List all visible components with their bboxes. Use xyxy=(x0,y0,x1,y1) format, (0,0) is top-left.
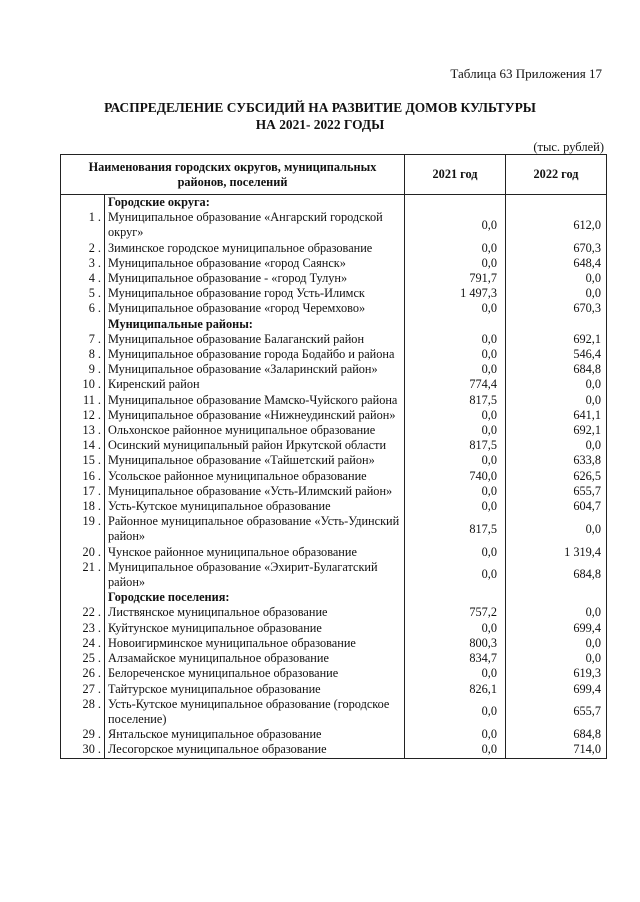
table-row xyxy=(61,256,607,271)
row-number: 24 . xyxy=(61,636,105,651)
row-name: Муниципальное образование Балаганский район xyxy=(108,331,365,346)
row-number: 17 . xyxy=(61,484,105,499)
value-2021: 0,0 xyxy=(405,727,506,742)
table-row xyxy=(61,332,607,347)
row-name: Муниципальное образование «Усть-Илимский район» xyxy=(108,483,393,498)
row-name: Муниципальное образование «город Черемхово» xyxy=(108,301,366,316)
appendix-label: Таблица 63 Приложения 17 xyxy=(450,66,602,81)
row-name: Усть-Кутское муниципальное образование (городское поселение) xyxy=(108,696,390,726)
value-2022: 692,1 xyxy=(506,423,607,438)
table-row xyxy=(61,210,607,240)
value-2022: 0,0 xyxy=(506,514,607,544)
section-title: Городские округа: xyxy=(108,195,210,209)
row-name: Киренский район xyxy=(108,377,200,392)
row-number: 7 . xyxy=(61,332,105,347)
row-name: Муниципальное образование город Усть-Илимск xyxy=(108,286,365,301)
value-2021: 0,0 xyxy=(405,484,506,499)
value-2021 xyxy=(405,317,506,332)
value-2021: 0,0 xyxy=(405,621,506,636)
value-2022 xyxy=(506,317,607,332)
row-name: Муниципальное образование «Эхирит-Булагатский район» xyxy=(108,559,378,590)
value-2022: 699,4 xyxy=(506,621,607,636)
value-2022: 626,5 xyxy=(506,469,607,484)
table-row xyxy=(61,605,607,620)
row-name: Куйтунское муниципальное образование xyxy=(108,620,322,635)
value-2022: 0,0 xyxy=(506,286,607,301)
row-number: 8 . xyxy=(61,347,105,362)
row-number: 9 . xyxy=(61,362,105,377)
row-number: 21 . xyxy=(61,560,105,590)
row-name: Усть-Кутское муниципальное образование xyxy=(108,499,331,514)
value-2021: 0,0 xyxy=(405,545,506,560)
row-name: Муниципальное образование «Нижнеудинский район» xyxy=(108,407,396,422)
row-name: Муниципальное образование «Ангарский городской округ» xyxy=(108,210,383,240)
value-2021: 757,2 xyxy=(405,605,506,620)
row-name: Лесогорское муниципальное образование xyxy=(105,742,405,758)
value-2022: 604,7 xyxy=(506,499,607,514)
table-row xyxy=(61,271,607,286)
value-2021: 0,0 xyxy=(405,408,506,423)
value-2021 xyxy=(405,590,506,605)
row-number: 5 . xyxy=(61,286,105,301)
table-row xyxy=(61,682,607,697)
row-number: 12 . xyxy=(61,408,105,423)
value-2021: 800,3 xyxy=(405,636,506,651)
value-2022: 546,4 xyxy=(506,347,607,362)
table-row xyxy=(61,621,607,636)
row-number: 25 . xyxy=(61,651,105,666)
value-2022: 655,7 xyxy=(506,697,607,727)
value-2021: 817,5 xyxy=(405,514,506,544)
row-name: Муниципальное образование Мамско-Чуйского района xyxy=(108,392,398,407)
row-number: 11 . xyxy=(61,393,105,408)
table-body xyxy=(61,195,607,759)
value-2022: 619,3 xyxy=(506,666,607,681)
value-2022: 0,0 xyxy=(506,393,607,408)
header-2021: 2021 год xyxy=(405,155,506,195)
value-2021: 0,0 xyxy=(405,499,506,514)
value-2021: 791,7 xyxy=(405,271,506,286)
value-2022: 612,0 xyxy=(506,210,607,240)
value-2021: 0,0 xyxy=(405,423,506,438)
value-2021: 0,0 xyxy=(405,453,506,468)
row-name: Муниципальное образование «город Саянск» xyxy=(108,255,346,270)
row-name: Муниципальное образование - «город Тулун» xyxy=(108,271,348,286)
row-number: 14 . xyxy=(61,438,105,453)
value-2022: 0,0 xyxy=(506,377,607,392)
table-row xyxy=(61,377,607,392)
row-name: Осинский муниципальный район Иркутской области xyxy=(108,438,387,453)
row-name: Муниципальное образование «Заларинский район» xyxy=(108,362,378,377)
value-2021: 817,5 xyxy=(405,393,506,408)
value-2022: 684,8 xyxy=(506,362,607,377)
value-2021: 0,0 xyxy=(405,560,506,590)
value-2022: 670,3 xyxy=(506,241,607,256)
table-row xyxy=(61,697,607,727)
row-name: Тайтурское муниципальное образование xyxy=(108,681,321,696)
table-row xyxy=(61,438,607,453)
row-number: 27 . xyxy=(61,682,105,697)
value-2022: 692,1 xyxy=(506,332,607,347)
table-row xyxy=(61,514,607,544)
row-number: 29 . xyxy=(61,727,105,742)
value-2021: 0,0 xyxy=(405,301,506,316)
row-number: 4 . xyxy=(61,271,105,286)
value-2022: 670,3 xyxy=(506,301,607,316)
value-2022: 684,8 xyxy=(506,727,607,742)
value-2022 xyxy=(506,590,607,605)
table-row xyxy=(61,241,607,256)
row-number: 30 . xyxy=(61,742,105,758)
value-2022: 714,0 xyxy=(506,742,607,758)
row-name: Листвянское муниципальное образование xyxy=(108,605,328,620)
value-2022: 0,0 xyxy=(506,651,607,666)
value-2021: 740,0 xyxy=(405,469,506,484)
row-name: Чунское районное муниципальное образование xyxy=(108,544,357,559)
table-row xyxy=(61,727,607,742)
value-2021: 0,0 xyxy=(405,210,506,240)
value-2021: 817,5 xyxy=(405,438,506,453)
row-number: 19 . xyxy=(61,514,105,544)
row-number: 10 . xyxy=(61,377,105,392)
table-row xyxy=(61,651,607,666)
row-number xyxy=(61,317,105,332)
row-number: 22 . xyxy=(61,605,105,620)
value-2021: 774,4 xyxy=(405,377,506,392)
row-name: Муниципальное образование «Тайшетский район» xyxy=(108,453,375,468)
row-number: 23 . xyxy=(61,621,105,636)
value-2022: 684,8 xyxy=(506,560,607,590)
table-row xyxy=(61,636,607,651)
row-number: 2 . xyxy=(61,241,105,256)
row-name: Районное муниципальное образование «Усть-Удинский район» xyxy=(108,514,400,544)
table-row xyxy=(61,545,607,560)
table-row xyxy=(61,499,607,514)
table-row xyxy=(61,469,607,484)
row-number: 3 . xyxy=(61,256,105,271)
section-row xyxy=(61,195,607,211)
row-number xyxy=(61,195,105,211)
value-2021: 0,0 xyxy=(405,256,506,271)
header-name: Наименования городских округов, муниципальных районов, поселений xyxy=(61,155,405,195)
value-2021 xyxy=(405,195,506,211)
subsidy-table xyxy=(60,154,607,759)
row-number: 26 . xyxy=(61,666,105,681)
row-name: Янтальское муниципальное образование xyxy=(108,727,322,742)
value-2021: 826,1 xyxy=(405,682,506,697)
row-name: Алзамайское муниципальное образование xyxy=(108,651,329,666)
section-row xyxy=(61,317,607,332)
table-row xyxy=(61,423,607,438)
table-row xyxy=(61,362,607,377)
table-row xyxy=(61,484,607,499)
value-2021: 0,0 xyxy=(405,666,506,681)
row-number: 18 . xyxy=(61,499,105,514)
title-line-2: НА 2021- 2022 ГОДЫ xyxy=(255,117,385,132)
row-name: Муниципальное образование города Бодайбо и района xyxy=(108,347,395,362)
value-2022: 641,1 xyxy=(506,408,607,423)
page-title xyxy=(0,99,640,133)
value-2022: 0,0 xyxy=(506,636,607,651)
table-row xyxy=(61,742,607,758)
value-2021: 0,0 xyxy=(405,347,506,362)
row-name: Усольское районное муниципальное образование xyxy=(108,468,367,483)
table-row xyxy=(61,408,607,423)
section-title: Муниципальные районы: xyxy=(108,316,253,331)
row-number xyxy=(61,590,105,605)
table-header-row xyxy=(61,155,607,195)
value-2022 xyxy=(506,195,607,211)
table-row xyxy=(61,453,607,468)
row-number: 6 . xyxy=(61,301,105,316)
value-2022: 633,8 xyxy=(506,453,607,468)
row-name: Новоигирминское муниципальное образование xyxy=(108,635,356,650)
row-number: 13 . xyxy=(61,423,105,438)
value-2022: 648,4 xyxy=(506,256,607,271)
units-label: (тыс. рублей) xyxy=(533,140,604,154)
title-line-1: РАСПРЕДЕЛЕНИЕ СУБСИДИЙ НА РАЗВИТИЕ ДОМОВ КУЛЬТУРЫ xyxy=(104,100,536,115)
value-2021: 0,0 xyxy=(405,241,506,256)
value-2021: 834,7 xyxy=(405,651,506,666)
value-2022: 0,0 xyxy=(506,271,607,286)
row-number: 15 . xyxy=(61,453,105,468)
table-row xyxy=(61,301,607,316)
row-name: Ольхонское районное муниципальное образование xyxy=(108,423,376,438)
section-row xyxy=(61,590,607,605)
value-2021: 0,0 xyxy=(405,742,506,758)
value-2021: 1 497,3 xyxy=(405,286,506,301)
value-2022: 655,7 xyxy=(506,484,607,499)
row-number: 20 . xyxy=(61,545,105,560)
row-number: 28 . xyxy=(61,697,105,727)
value-2021: 0,0 xyxy=(405,332,506,347)
table-row xyxy=(61,286,607,301)
row-name: Зиминское городское муниципальное образование xyxy=(108,240,373,255)
table-row xyxy=(61,393,607,408)
table-row xyxy=(61,347,607,362)
value-2021: 0,0 xyxy=(405,362,506,377)
row-number: 1 . xyxy=(61,210,105,240)
row-name: Белореченское муниципальное образование xyxy=(108,666,339,681)
section-title: Городские поселения: xyxy=(108,590,230,605)
table-row xyxy=(61,560,607,590)
header-2022: 2022 год xyxy=(506,155,607,195)
value-2021: 0,0 xyxy=(405,697,506,727)
table-row xyxy=(61,666,607,681)
row-number: 16 . xyxy=(61,469,105,484)
value-2022: 699,4 xyxy=(506,682,607,697)
value-2022: 0,0 xyxy=(506,605,607,620)
value-2022: 0,0 xyxy=(506,438,607,453)
value-2022: 1 319,4 xyxy=(506,545,607,560)
